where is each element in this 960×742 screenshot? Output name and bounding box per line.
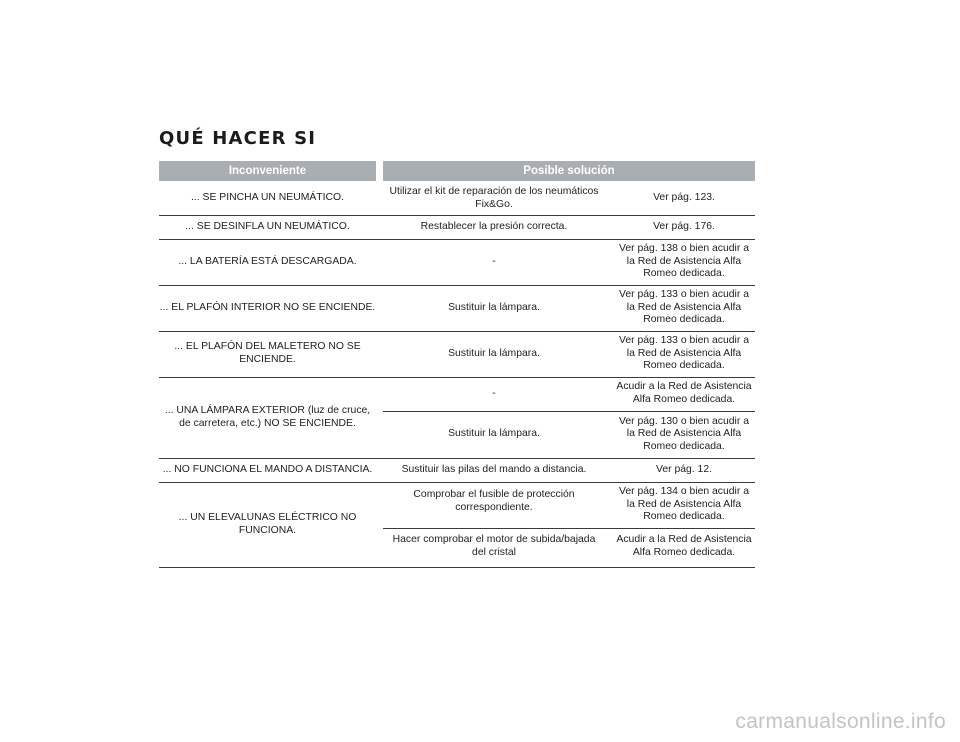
row-problem: ... UN ELEVALUNAS ELÉCTRICO NO FUNCIONA. [178, 512, 357, 536]
row-solution: Utilizar el kit de reparación de los neumáticos Fix&Go. [389, 185, 599, 210]
row-problem: ... NO FUNCIONA EL MANDO A DISTANCIA. [162, 463, 373, 475]
row-reference: Ver pág. 123. [653, 192, 715, 204]
page-title: QUÉ HACER SI [159, 128, 317, 149]
row-reference: Ver pág. 133 o bien acudir a la Red de Asistencia Alfa Romeo dedicada. [619, 335, 749, 372]
row-reference: Ver pág. 176. [653, 220, 715, 232]
row-reference: Ver pág. 138 o bien acudir a la Red de Asistencia Alfa Romeo dedicada. [619, 243, 749, 280]
row-reference: Ver pág. 130 o bien acudir a la Red de Asistencia Alfa Romeo dedicada. [619, 415, 749, 452]
row-reference: Ver pág. 12. [655, 463, 713, 475]
column-header-solution: Posible solución [383, 161, 755, 181]
row-problem: ... SE PINCHA UN NEUMÁTICO. [191, 192, 344, 204]
row-problem: ... EL PLAFÓN INTERIOR NO SE ENCIENDE. [159, 301, 376, 313]
row-solution: - [492, 255, 496, 267]
row-solution: Sustituir la lámpara. [448, 301, 540, 313]
row-problem: ... EL PLAFÓN DEL MALETERO NO SE ENCIENDE. [174, 341, 361, 365]
row-reference: Acudir a la Red de Asistencia Alfa Romeo dedicada. [616, 534, 752, 558]
column-header-problem: Inconveniente [159, 161, 376, 181]
row-solution: Comprobar el fusible de protección correspondiente. [413, 489, 575, 513]
watermark: carmanualsonline.info [735, 710, 946, 733]
row-solution: Sustituir las pilas del mando a distancia. [401, 463, 587, 475]
row-solution: Sustituir la lámpara. [448, 428, 540, 440]
row-reference: Ver pág. 134 o bien acudir a la Red de Asistencia Alfa Romeo dedicada. [619, 486, 749, 523]
row-reference: Ver pág. 133 o bien acudir a la Red de Asistencia Alfa Romeo dedicada. [619, 289, 749, 326]
row-solution: Sustituir la lámpara. [448, 347, 540, 359]
row-reference: Acudir a la Red de Asistencia Alfa Romeo dedicada. [616, 381, 752, 405]
table-bottom-rule [159, 567, 755, 568]
row-problem: ... UNA LÁMPARA EXTERIOR (luz de cruce, de carretera, etc.) NO SE ENCIENDE. [164, 404, 371, 429]
row-problem: ... LA BATERÍA ESTÁ DESCARGADA. [178, 255, 357, 267]
row-solution: Restablecer la presión correcta. [420, 220, 568, 232]
row-solution: Hacer comprobar el motor de subida/bajada del cristal [392, 534, 596, 558]
row-problem: ... SE DESINFLA UN NEUMÁTICO. [185, 220, 350, 232]
row-solution: - [492, 387, 496, 399]
